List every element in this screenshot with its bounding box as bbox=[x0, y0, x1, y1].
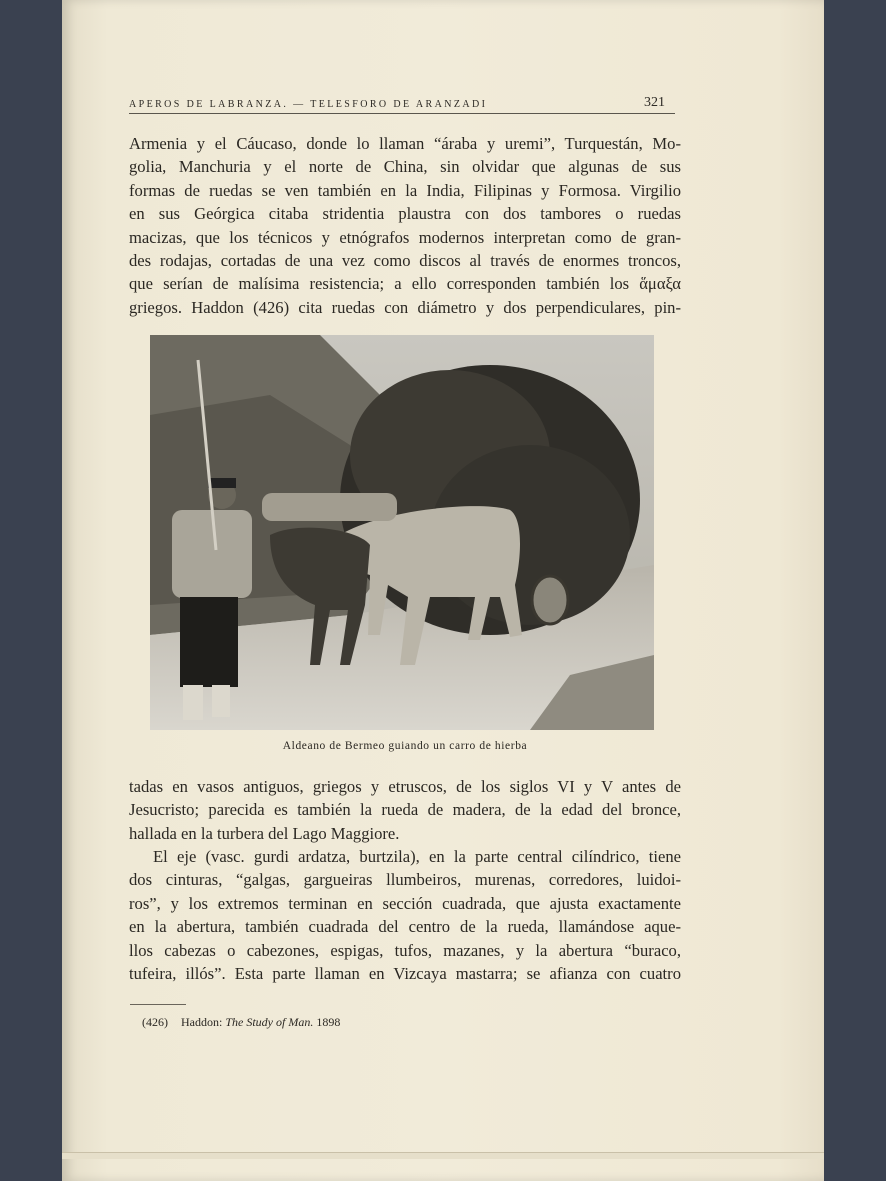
footnote-number: (426) bbox=[142, 1015, 168, 1029]
paragraph-3 bbox=[129, 845, 681, 985]
page-number: 321 bbox=[644, 95, 665, 110]
text-line: El eje (vasc. gurdi ardatza, burtzila), en la parte central cilíndrico, tiene bbox=[153, 847, 681, 866]
text-line: tufeira, illós”. Esta parte llaman en Vizcaya mastarra; se afianza con cuatro bbox=[129, 964, 681, 984]
running-header bbox=[129, 97, 675, 114]
text-line: golia, Manchuria y el norte de China, sin olvidar que algunas de sus bbox=[129, 157, 681, 177]
text-line: griegos. Haddon (426) cita ruedas con diámetro y dos perpendiculares, pin- bbox=[129, 297, 681, 317]
text-line: hallada en la turbera del Lago Maggiore. bbox=[129, 823, 400, 843]
running-title: APEROS DE LABRANZA. — TELESFORO DE ARANZADI bbox=[129, 99, 488, 110]
paragraph-2 bbox=[129, 775, 681, 845]
text-line: Armenia y el Cáucaso, donde lo llaman “áraba y uremi”, Turquestán, Mo- bbox=[129, 134, 681, 153]
text-line: ros”, y los extremos terminan en sección cuadrada, que ajusta exactamente bbox=[129, 893, 681, 913]
text-line: des rodajas, cortadas de una vez como discos al través de enormes troncos, bbox=[129, 251, 681, 271]
photograph-ox-cart bbox=[150, 335, 654, 730]
footnote-year: 1898 bbox=[316, 1015, 341, 1029]
figure-caption: Aldeano de Bermeo guiando un carro de hierba bbox=[282, 740, 528, 752]
footnote-title: The Study of Man. bbox=[225, 1015, 314, 1029]
text-line: que serían de malísima resistencia; a ello corresponden también los ἅμαξα bbox=[129, 274, 681, 294]
text-line: formas de ruedas se ven también en la India, Filipinas y Formosa. Virgilio bbox=[129, 180, 681, 200]
book-page bbox=[62, 0, 824, 1181]
text-line: tadas en vasos antiguos, griegos y etruscos, de los siglos VI y V antes de bbox=[129, 777, 681, 796]
text-line: llos cabezas o cabezones, espigas, tufos, mazanes, y la abertura “buraco, bbox=[129, 940, 681, 960]
page-bottom-edge bbox=[62, 1152, 824, 1159]
footnote-divider bbox=[130, 1004, 186, 1005]
text-line: macizas, que los técnicos y etnógrafos modernos interpretan como de gran- bbox=[129, 227, 681, 247]
footnote-426 bbox=[142, 1015, 340, 1030]
paragraph-1 bbox=[129, 132, 681, 319]
text-line: en sus Geórgica citaba stridentia plaustra con dos tambores o ruedas bbox=[129, 204, 681, 224]
footnote-author: Haddon: bbox=[181, 1015, 223, 1029]
text-line: Jesucristo; parecida es también la rueda de madera, de la edad del bronce, bbox=[129, 800, 681, 820]
text-line: dos cinturas, “galgas, gargueiras llumbeiros, murenas, corredores, luidoi- bbox=[129, 870, 681, 890]
photo-illustration bbox=[150, 335, 654, 730]
text-line: en la abertura, también cuadrada del centro de la rueda, llamándose aque- bbox=[129, 917, 681, 937]
